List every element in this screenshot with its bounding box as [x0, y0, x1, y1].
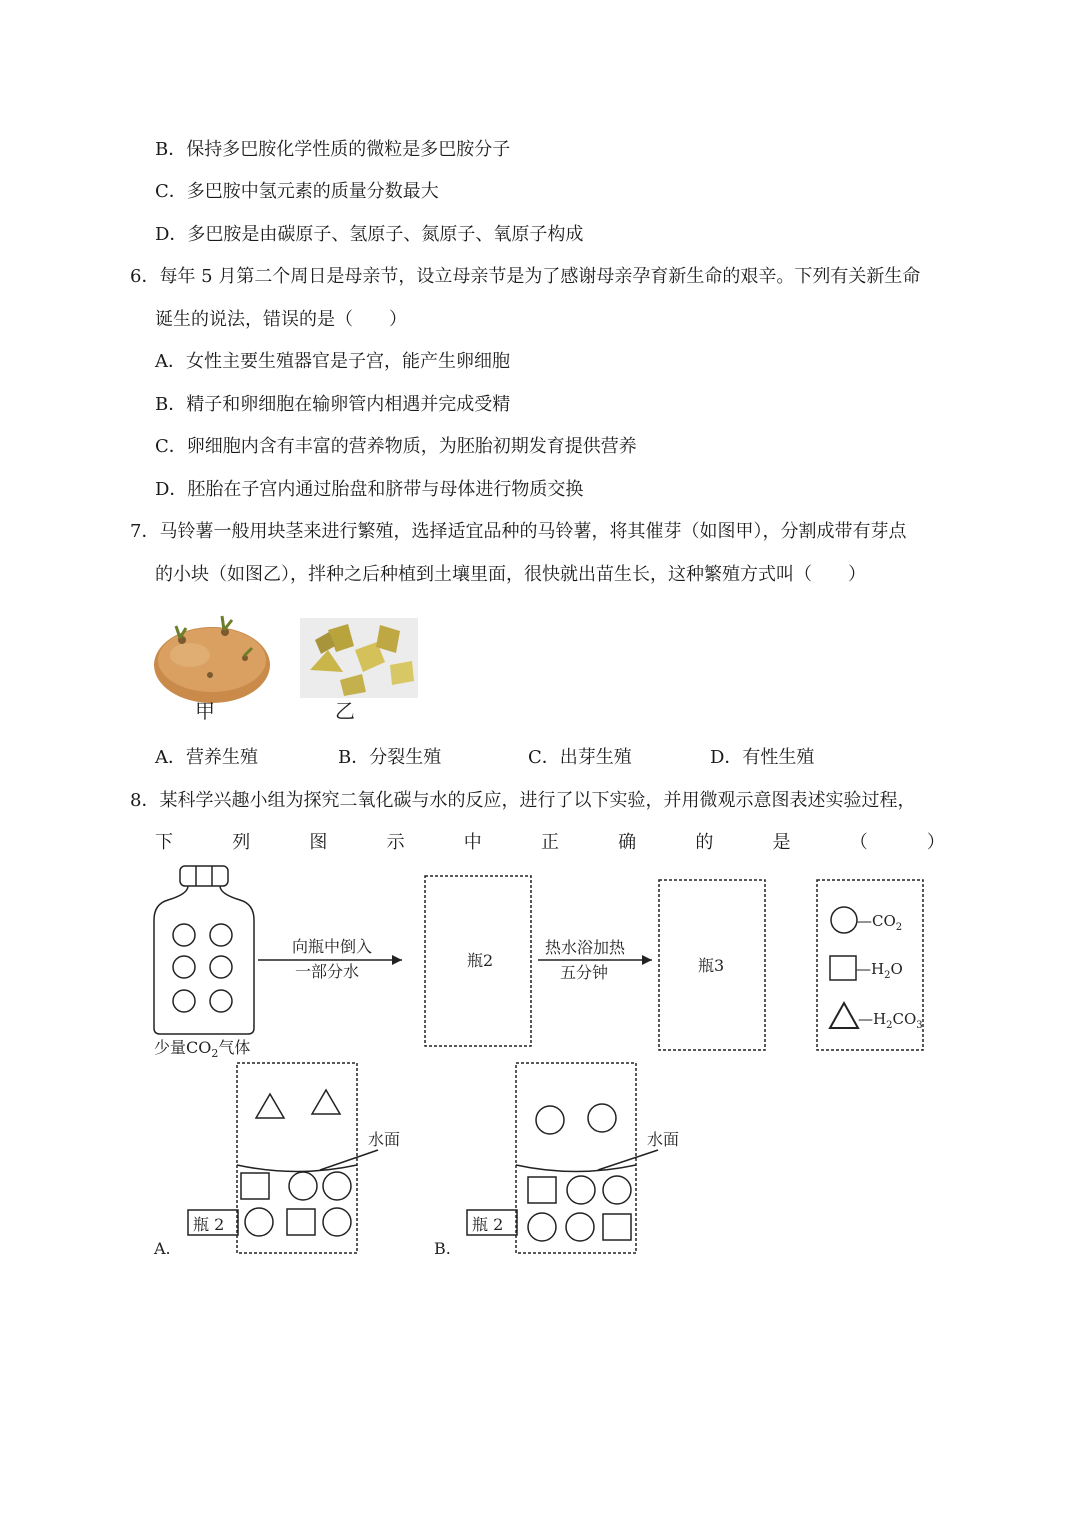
potato-pieces-image	[300, 618, 418, 698]
fig-label-jia: 甲	[195, 699, 215, 723]
legend-circle	[831, 907, 857, 933]
q7-option-d: D．有性生殖	[710, 747, 815, 768]
option-a-water-surface: 水面	[368, 1130, 401, 1149]
experiment-diagram	[140, 860, 940, 1260]
arrow1-label-bottom: 一部分水	[295, 962, 360, 981]
q7-option-a: A．营养生殖	[155, 747, 258, 768]
option-b-label: B.	[434, 1239, 451, 1258]
q5-option-b: B．保持多巴胺化学性质的微粒是多巴胺分子	[155, 139, 511, 160]
legend-h2co3: $—H_2CO_3$	[858, 1010, 923, 1031]
q5-option-c: C．多巴胺中氢元素的质量分数最大	[155, 181, 439, 202]
q6-option-c: C．卵细胞内含有丰富的营养物质，为胚胎初期发育提供营养	[155, 436, 637, 457]
option-a-label: A.	[154, 1239, 171, 1258]
bottle3-label: 瓶3	[698, 956, 725, 975]
stem-char: ）	[926, 832, 945, 853]
legend-square	[830, 956, 856, 980]
stem-char: 列	[232, 832, 251, 853]
stem-char: 图	[309, 832, 328, 853]
q8-stem-line1: 8．某科学兴趣小组为探究二氧化碳与水的反应，进行了以下实验，并用微观示意图表述实验过程，	[130, 790, 916, 811]
q7-stem-line1: 7．马铃薯一般用块茎来进行繁殖，选择适宜品种的马铃薯，将其催芽（如图甲），分割成带有芽点	[130, 521, 907, 542]
bottle-1	[154, 866, 254, 1034]
stem-char: 是	[772, 832, 791, 853]
stem-char: 示	[386, 832, 405, 853]
q6-option-d: D．胚胎在子宫内通过胎盘和脐带与母体进行物质交换	[155, 479, 584, 500]
q7-option-b: B．分裂生殖	[338, 747, 442, 768]
q8-stem-line2	[155, 831, 945, 855]
q6-option-a: A．女性主要生殖器官是子宫，能产生卵细胞	[155, 351, 510, 372]
q7-option-c: C．出芽生殖	[528, 747, 632, 768]
option-a-box-label: 瓶 2	[193, 1215, 225, 1234]
stem-char: 正	[540, 832, 559, 853]
legend-h2o: $—H_2O$	[856, 960, 903, 981]
q7-stem-line2: 的小块（如图乙），拌种之后种植到土壤里面，很快就出苗生长，这种繁殖方式叫（ ）	[155, 564, 866, 585]
stem-char: 下	[155, 832, 173, 853]
q6-stem-line2: 诞生的说法，错误的是（ ）	[155, 309, 407, 330]
bottle1-caption: 少量$CO_2$气体	[154, 1038, 251, 1060]
sprouting-potato-image	[154, 616, 270, 703]
legend-triangle	[830, 1003, 858, 1028]
q6-option-b: B．精子和卵细胞在输卵管内相遇并完成受精	[155, 394, 511, 415]
legend-co2: $—CO_2$	[857, 912, 903, 933]
stem-char: 的	[695, 832, 714, 853]
q5-option-d: D．多巴胺是由碳原子、氢原子、氮原子、氧原子构成	[155, 224, 584, 245]
option-b-water-surface: 水面	[647, 1130, 680, 1149]
arrow1-label-top: 向瓶中倒入	[292, 937, 373, 956]
stem-char: （	[849, 832, 868, 853]
arrow2-label-bottom: 五分钟	[560, 963, 609, 982]
option-b-box-label: 瓶 2	[472, 1215, 504, 1234]
stem-char: 中	[463, 832, 482, 853]
q6-stem-line1: 6．每年 5 月第二个周日是母亲节，设立母亲节是为了感谢母亲孕育新生命的艰辛。下列有关新生命	[130, 266, 921, 287]
stem-char: 确	[618, 832, 637, 853]
potato-figures	[150, 610, 430, 725]
fig-label-yi: 乙	[335, 699, 355, 723]
bottle2-label: 瓶2	[467, 951, 494, 970]
arrow2-label-top: 热水浴加热	[545, 938, 626, 957]
